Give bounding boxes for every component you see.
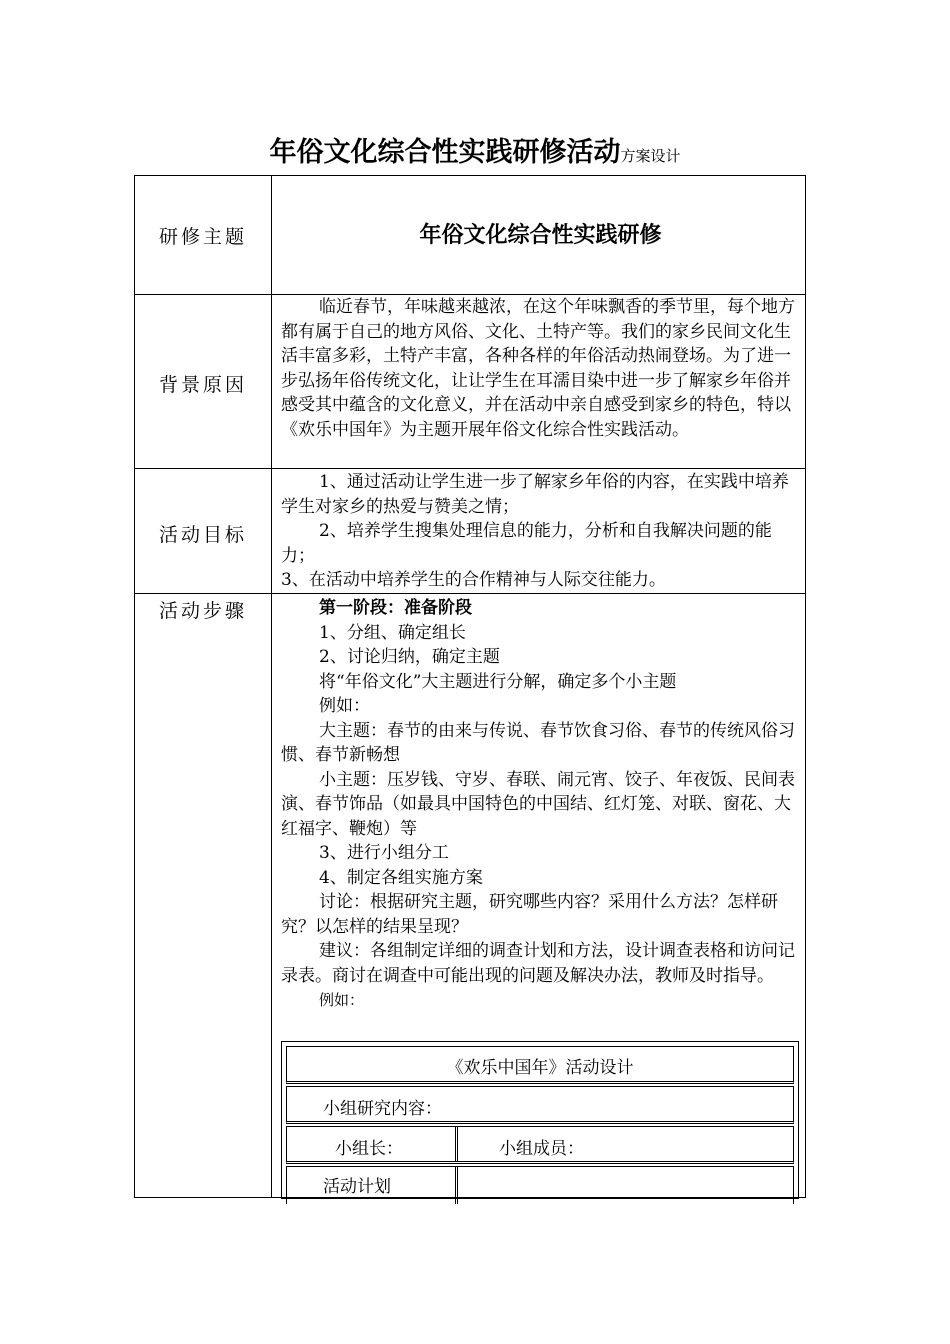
theme-label: 研修主题	[158, 226, 247, 248]
background-label: 背景原因	[158, 374, 247, 396]
step-line: 3、进行小组分工	[319, 843, 449, 863]
goal-item: 3、在活动中培养学生的合作精神与人际交往能力。	[281, 570, 666, 590]
goal-item: 1、通过活动让学生进一步了解家乡年俗的内容，在实践中培养学生对家乡的热爱与赞美之情；	[281, 472, 789, 517]
step-line: 将“年俗文化”大主题进行分解，确定多个小主题	[319, 671, 677, 692]
background-text: 临近春节，年味越来越浓，在这个年味飘香的季节里，每个地方都有属于自己的地方风俗、文化、土特产等。我们的家乡民间文化生活丰富多彩，土特产丰富，各种各样的年俗活动热闹登场。为了进一步弘扬年俗传统文化，让让学生在耳濡目染中进一步了解家乡年俗并感受其中蕴含的文化意义，并在活动中亲自感受到家乡的特色，特以《欢乐中国年》为主题开展年俗文化综合性实践活动。	[281, 297, 795, 440]
step-line: 1、分组、确定组长	[319, 622, 466, 643]
row-divider	[135, 593, 805, 594]
form-column-divider	[455, 1127, 458, 1161]
example-label: 例如：	[319, 991, 365, 1009]
title-suffix: 方案设计	[620, 147, 681, 165]
plan-table	[134, 175, 806, 1198]
goals-label: 活动目标	[158, 524, 247, 546]
column-divider	[271, 176, 272, 1197]
step-line: 小主题：压岁钱、守岁、春联、闹元宵、饺子、年夜饭、民间表演、春节饰品（如最具中国特色的中国结、红灯笼、对联、窗花、大红福字、鞭炮）等	[281, 769, 795, 839]
steps-text	[281, 596, 799, 1013]
form-leader-label: 小组长：	[335, 1139, 403, 1159]
document-title	[0, 130, 950, 169]
goals-text	[281, 470, 799, 593]
step-line: 建议：各组制定详细的调查计划和方法，设计调查表格和访问记录表。商讨在调查中可能出现的问题及解决办法，教师及时指导。	[281, 941, 795, 986]
form-plan-label: 活动计划	[323, 1177, 391, 1197]
form-content-label: 小组研究内容：	[323, 1099, 442, 1119]
steps-label: 活动步骤	[158, 600, 247, 622]
activity-form	[281, 1041, 799, 1199]
form-column-divider	[455, 1167, 458, 1204]
step-line: 2、讨论归纳，确定主题	[319, 647, 500, 667]
form-leader-row	[286, 1126, 794, 1164]
form-title-row	[286, 1046, 794, 1084]
title-main: 年俗文化综合性实践研修活动	[269, 137, 621, 168]
stage-heading: 第一阶段：准备阶段	[319, 598, 472, 618]
step-line: 例如：	[319, 696, 370, 716]
step-line: 讨论：根据研究主题，研究哪些内容？采用什么方法？怎样研究？以怎样的结果呈现？	[281, 892, 778, 937]
form-members-label: 小组成员：	[499, 1139, 584, 1159]
theme-value: 年俗文化综合性实践研修	[419, 222, 662, 248]
goal-item: 2、培养学生搜集处理信息的能力，分析和自我解决问题的能力；	[281, 521, 772, 566]
form-plan-row	[286, 1166, 794, 1204]
form-content-row	[286, 1086, 794, 1124]
row-divider	[135, 468, 805, 469]
form-title: 《欢乐中国年》活动设计	[446, 1058, 634, 1078]
step-line: 大主题：春节的由来与传说、春节饮食习俗、春节的传统风俗习惯、春节新畅想	[281, 720, 795, 765]
step-line: 4、制定各组实施方案	[319, 867, 483, 888]
